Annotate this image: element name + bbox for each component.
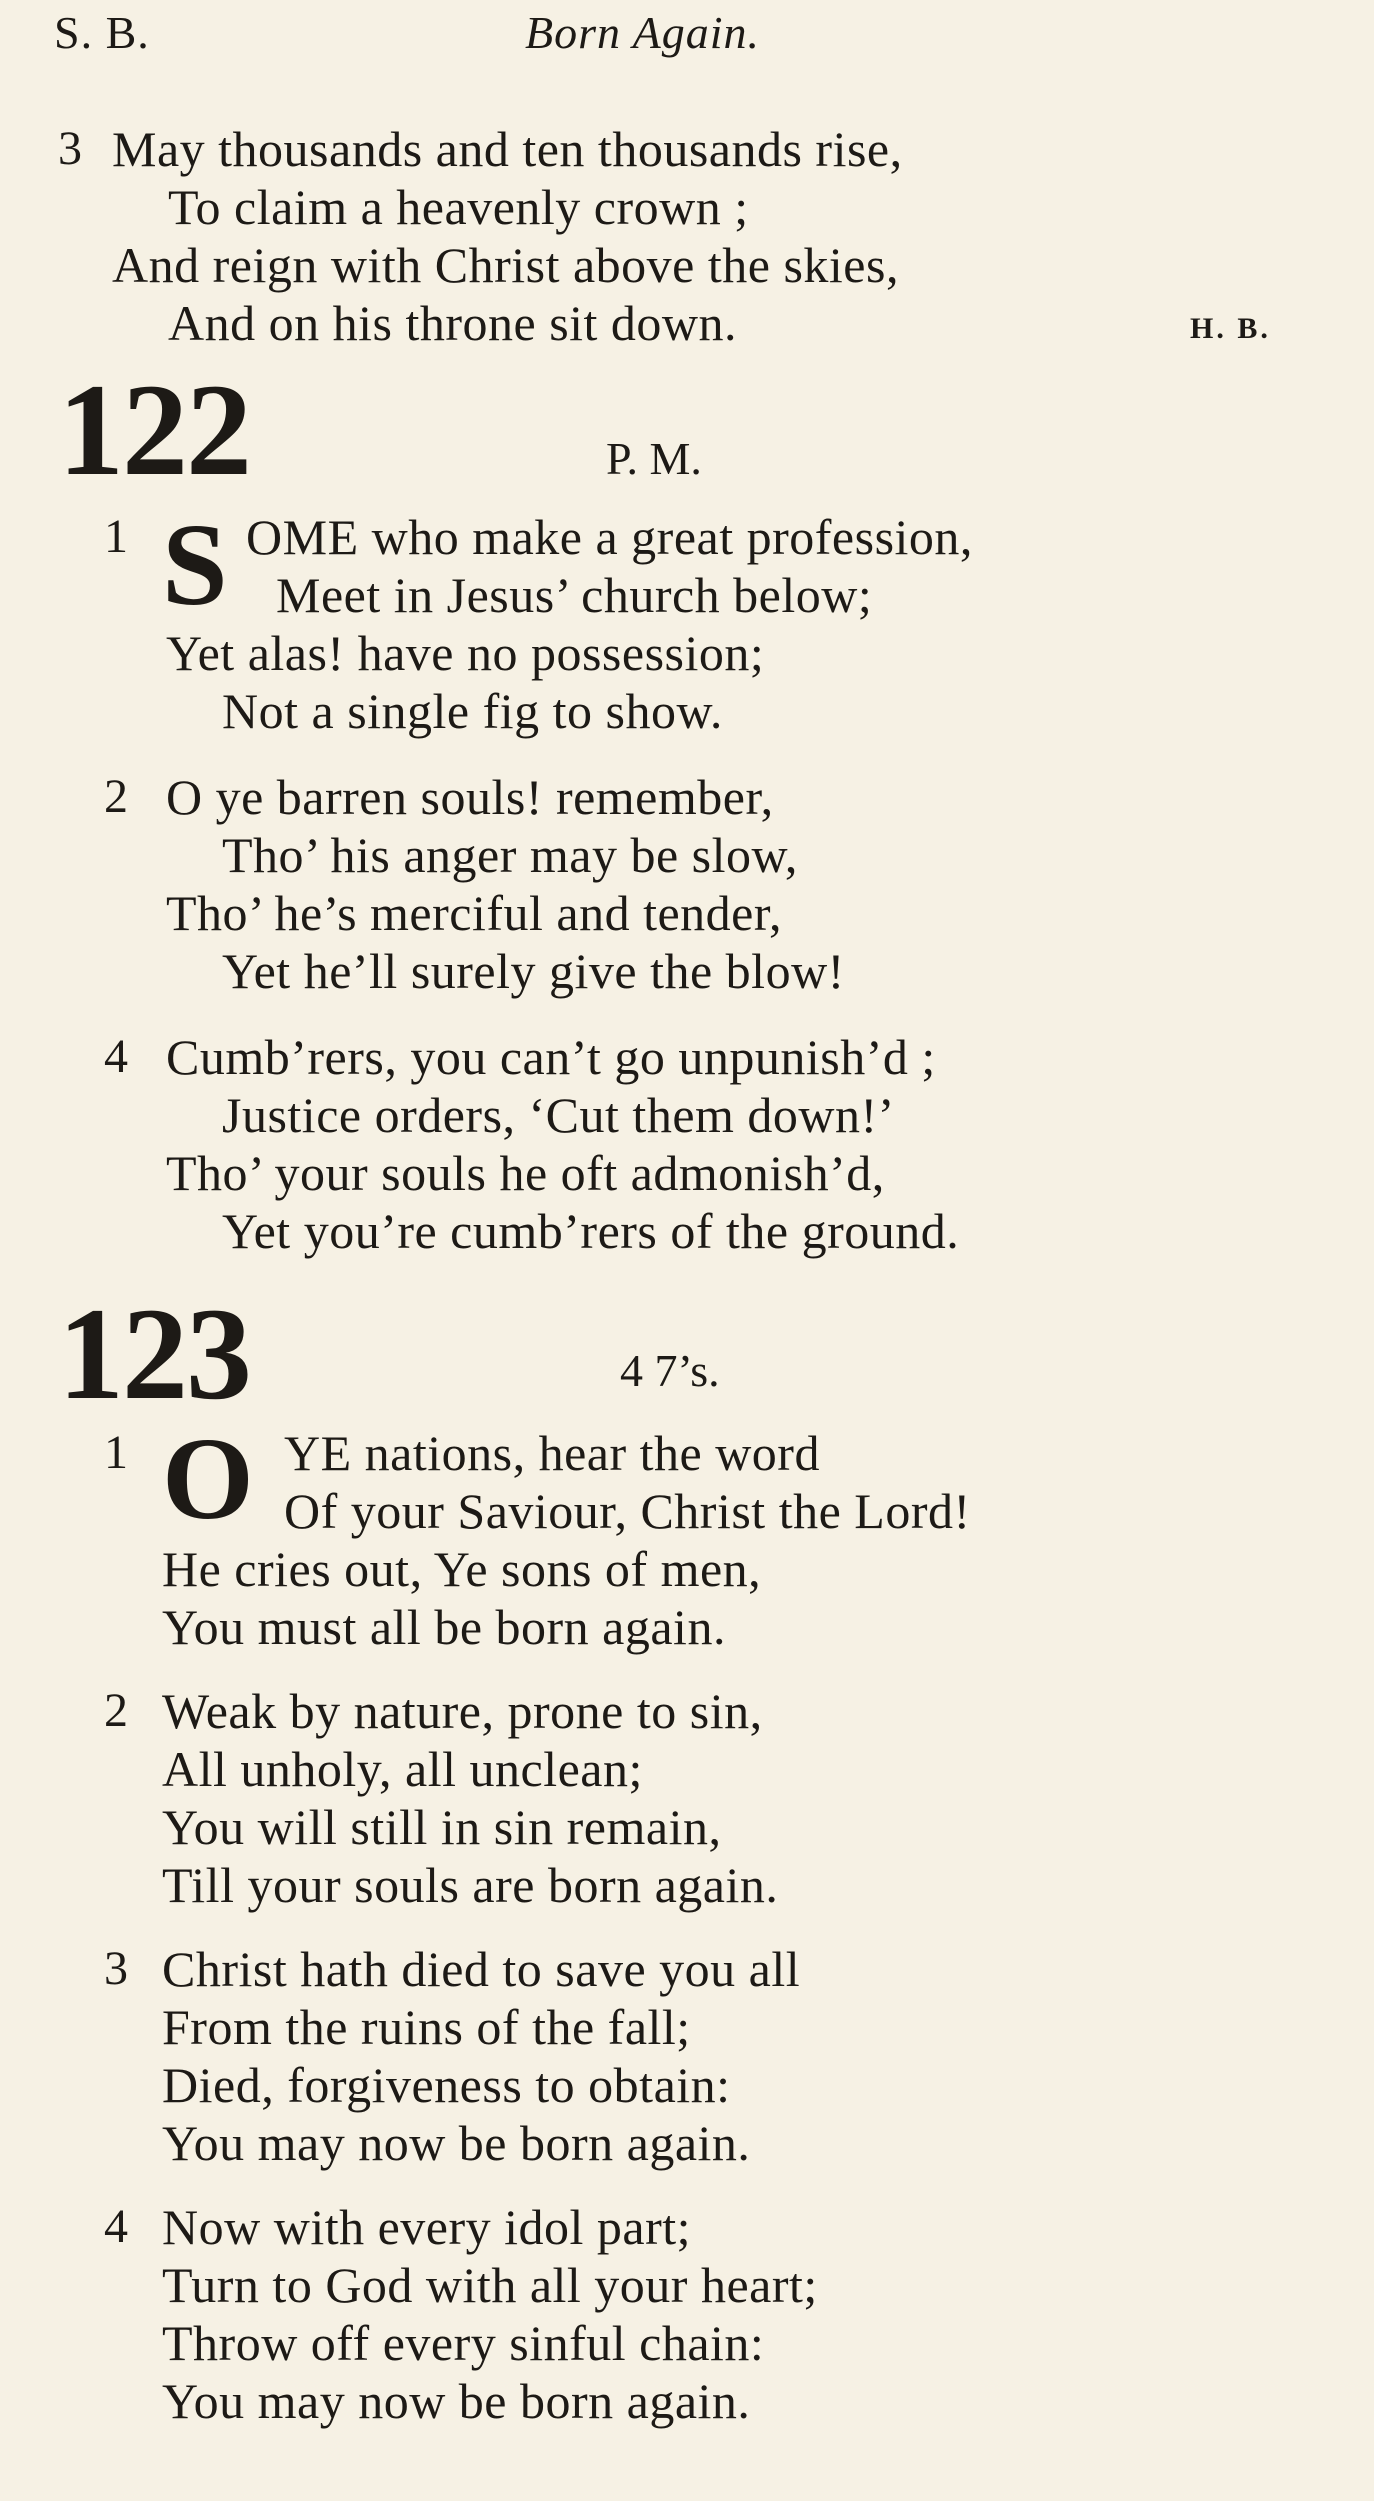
verse-line: You will still in sin remain, — [162, 1799, 722, 1855]
verse-line: Of your Saviour, Christ the Lord! — [284, 1483, 971, 1539]
verse-line: Justice orders, ‘Cut them down!’ — [222, 1087, 895, 1143]
verse-line: Tho’ your souls he oft admonish’d, — [166, 1145, 885, 1201]
verse-line: YE nations, hear the word — [284, 1425, 820, 1481]
stanza-number: 3 — [104, 1942, 128, 1995]
verse-line: Tho’ his anger may be slow, — [222, 827, 798, 883]
drop-cap-letter: S — [162, 499, 228, 630]
verse-line: He cries out, Ye sons of men, — [162, 1541, 762, 1597]
verse-line: All unholy, all unclean; — [162, 1741, 643, 1797]
verse-line: You may now be born again. — [162, 2373, 751, 2429]
verse-line: Cumb’rers, you can’t go unpunish’d ; — [166, 1029, 936, 1085]
verse-line: Not a single fig to show. — [222, 683, 723, 739]
verse-line: Meet in Jesus’ church below; — [276, 567, 873, 623]
stanza-number: 1 — [104, 1426, 128, 1479]
verse-line: Yet you’re cumb’rers of the ground. — [222, 1203, 960, 1259]
stanza-number: 4 — [104, 2200, 128, 2253]
verse-line: Yet alas! have no possession; — [166, 625, 765, 681]
verse-line: Throw off every sinful chain: — [162, 2315, 765, 2371]
verse-line: May thousands and ten thousands rise, — [112, 121, 903, 177]
stanza-number: 4 — [104, 1030, 128, 1083]
verse-line: O ye barren souls! remember, — [166, 769, 774, 825]
verse-line: OME who make a great profession, — [246, 509, 973, 565]
author-initials: H. B. — [1190, 312, 1271, 345]
verse-line: And reign with Christ above the skies, — [112, 237, 899, 293]
hymn-meter: P. M. — [606, 433, 702, 484]
hymn-number-123: 123 — [58, 1280, 250, 1427]
stanza-number: 1 — [104, 510, 128, 563]
drop-cap-letter: O — [162, 1413, 254, 1544]
hymn-number-122: 122 — [58, 356, 250, 503]
stanza-number: 3 — [58, 122, 82, 175]
header-title: Born Again. — [525, 7, 761, 58]
verse-line: You must all be born again. — [162, 1599, 726, 1655]
verse-line: Yet he’ll surely give the blow! — [222, 943, 845, 999]
verse-line: Tho’ he’s merciful and tender, — [166, 885, 783, 941]
verse-line: To claim a heavenly crown ; — [168, 179, 749, 235]
verse-line: Now with every idol part; — [162, 2199, 692, 2255]
verse-line: Till your souls are born again. — [162, 1857, 779, 1913]
stanza-number: 2 — [104, 1684, 128, 1737]
header-initials: S. B. — [54, 7, 150, 58]
stanza-number: 2 — [104, 770, 128, 823]
verse-line: Christ hath died to save you all — [162, 1941, 801, 1997]
verse-line: Died, forgiveness to obtain: — [162, 2057, 731, 2113]
verse-line: You may now be born again. — [162, 2115, 751, 2171]
verse-line: And on his throne sit down. — [168, 295, 738, 351]
verse-line: Weak by nature, prone to sin, — [162, 1683, 763, 1739]
running-header — [0, 0, 1374, 60]
verse-line: From the ruins of the fall; — [162, 1999, 691, 2055]
verse-line: Turn to God with all your heart; — [162, 2257, 818, 2313]
hymn-meter: 4 7’s. — [620, 1345, 720, 1396]
